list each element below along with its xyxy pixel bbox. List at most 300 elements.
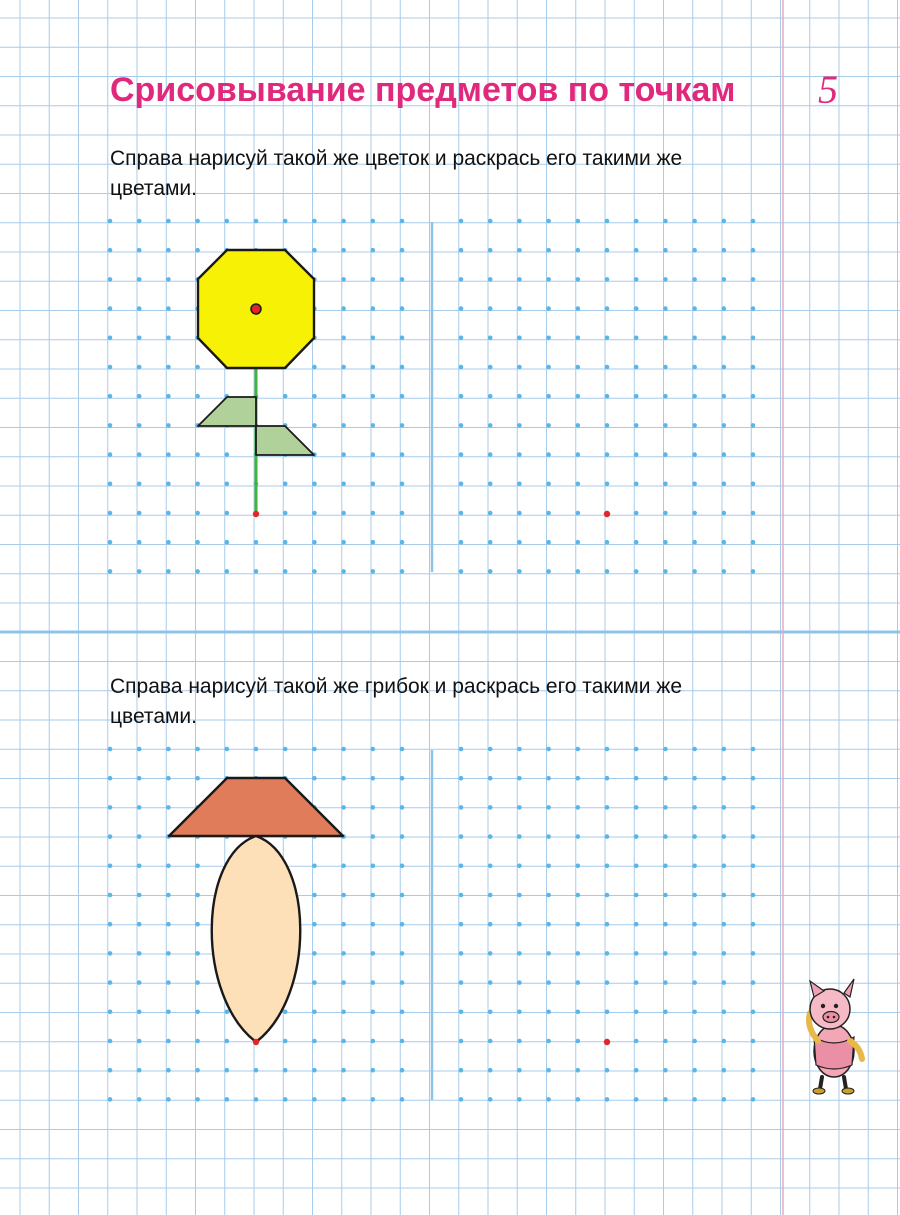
grid-dot (371, 805, 376, 810)
grid-dot (663, 864, 668, 869)
grid-dot (488, 805, 493, 810)
grid-dot (459, 365, 464, 370)
grid-dot (576, 980, 581, 985)
flower-figure (198, 250, 314, 514)
grid-dot (546, 540, 551, 545)
grid-dot (634, 834, 639, 839)
grid-dot (459, 511, 464, 516)
grid-dot (488, 511, 493, 516)
grid-dot (166, 922, 171, 927)
grid-dot (137, 306, 142, 311)
grid-dot (634, 365, 639, 370)
grid-dot (634, 248, 639, 253)
grid-dot (692, 482, 697, 487)
grid-dot (663, 248, 668, 253)
grid-dot (371, 248, 376, 253)
grid-dot (108, 864, 113, 869)
grid-dot (663, 805, 668, 810)
grid-dot (108, 219, 113, 224)
grid-dot (137, 805, 142, 810)
grid-dot (312, 1068, 317, 1073)
grid-dot (459, 540, 464, 545)
grid-dot (312, 248, 317, 253)
grid-dot (108, 306, 113, 311)
task-1-instruction: Справа нарисуй такой же цветок и раскрась его такими же цветами. (110, 147, 683, 200)
grid-dot (722, 540, 727, 545)
grid-dot (546, 864, 551, 869)
grid-dot (137, 1039, 142, 1044)
grid-dot (225, 511, 230, 516)
grid-dot (488, 394, 493, 399)
grid-dot (195, 980, 200, 985)
grid-dot (312, 394, 317, 399)
grid-dot (517, 394, 522, 399)
grid-dot (576, 864, 581, 869)
grid-dot (488, 1039, 493, 1044)
grid-dot (371, 394, 376, 399)
grid-dot (751, 1097, 756, 1102)
task-2-start-dot-answer (604, 1039, 610, 1045)
grid-dot (751, 219, 756, 224)
grid-dot (751, 834, 756, 839)
grid-dot (371, 834, 376, 839)
grid-dot (546, 1039, 551, 1044)
grid-dot (137, 277, 142, 282)
grid-dot (576, 365, 581, 370)
flower-left-leaf (198, 397, 256, 426)
grid-dot (634, 893, 639, 898)
grid-dot (283, 1097, 288, 1102)
grid-dot (751, 1039, 756, 1044)
grid-dot (341, 805, 346, 810)
grid-dot (400, 248, 405, 253)
grid-dot (459, 1068, 464, 1073)
grid-dot (312, 893, 317, 898)
grid-dot (692, 248, 697, 253)
grid-dot (341, 980, 346, 985)
grid-dot (517, 423, 522, 428)
grid-dot (371, 893, 376, 898)
grid-dot (400, 893, 405, 898)
grid-dot (108, 365, 113, 370)
grid-dot (225, 1068, 230, 1073)
grid-dot (371, 336, 376, 341)
grid-dot (371, 540, 376, 545)
grid-dot (108, 893, 113, 898)
grid-dot (692, 893, 697, 898)
grid-dot (517, 1039, 522, 1044)
grid-dot (108, 1068, 113, 1073)
grid-dot (195, 482, 200, 487)
grid-dot (663, 482, 668, 487)
grid-dot (722, 248, 727, 253)
grid-dot (488, 452, 493, 457)
grid-dot (195, 1010, 200, 1015)
grid-dot (459, 1010, 464, 1015)
grid-dot (751, 569, 756, 574)
grid-dot (400, 864, 405, 869)
grid-dot (195, 248, 200, 253)
grid-dot (400, 951, 405, 956)
grid-dot (663, 1068, 668, 1073)
grid-dot (137, 1010, 142, 1015)
grid-dot (341, 922, 346, 927)
grid-dot (459, 951, 464, 956)
grid-dot (400, 1039, 405, 1044)
grid-dot (576, 805, 581, 810)
grid-dot (663, 747, 668, 752)
grid-dot (576, 893, 581, 898)
grid-dot (546, 893, 551, 898)
grid-dot (312, 482, 317, 487)
grid-dot (108, 511, 113, 516)
grid-dot (137, 394, 142, 399)
grid-dot (341, 248, 346, 253)
grid-dot (692, 776, 697, 781)
grid-dot (692, 1068, 697, 1073)
grid-dot (400, 747, 405, 752)
grid-dot (517, 776, 522, 781)
grid-dot (634, 1010, 639, 1015)
grid-dot (371, 776, 376, 781)
grid-dot (576, 1010, 581, 1015)
grid-dot (605, 248, 610, 253)
grid-dot (663, 569, 668, 574)
grid-dot (634, 394, 639, 399)
grid-dot (751, 540, 756, 545)
grid-dot (546, 805, 551, 810)
grid-dot (546, 569, 551, 574)
grid-dot (722, 834, 727, 839)
grid-dot (634, 1068, 639, 1073)
grid-dot (371, 482, 376, 487)
grid-dot (751, 423, 756, 428)
grid-dot (254, 1097, 259, 1102)
grid-dot (195, 219, 200, 224)
grid-dot (546, 277, 551, 282)
grid-dot (517, 306, 522, 311)
grid-dot (488, 747, 493, 752)
grid-dot (371, 951, 376, 956)
grid-dot (459, 482, 464, 487)
grid-dot (341, 540, 346, 545)
grid-dot (605, 951, 610, 956)
grid-dot (605, 922, 610, 927)
grid-dot (283, 219, 288, 224)
grid-dot (751, 1010, 756, 1015)
grid-dot (722, 277, 727, 282)
grid-dot (459, 805, 464, 810)
grid-dot (576, 511, 581, 516)
grid-dot (459, 219, 464, 224)
grid-dot (400, 834, 405, 839)
grid-dot (488, 834, 493, 839)
grid-dot (663, 893, 668, 898)
grid-dot (400, 980, 405, 985)
grid-dot (605, 1068, 610, 1073)
grid-dot (166, 452, 171, 457)
grid-dot (722, 306, 727, 311)
grid-dot (195, 569, 200, 574)
grid-dot (517, 511, 522, 516)
grid-dot (488, 864, 493, 869)
grid-dot (605, 893, 610, 898)
mushroom-figure (169, 778, 343, 1042)
grid-dot (371, 306, 376, 311)
grid-dot (546, 452, 551, 457)
grid-dot (225, 1039, 230, 1044)
grid-dot (371, 569, 376, 574)
grid-dot (137, 893, 142, 898)
grid-dot (459, 569, 464, 574)
grid-dot (459, 336, 464, 341)
grid-dot (576, 394, 581, 399)
grid-dot (634, 452, 639, 457)
grid-dot (137, 336, 142, 341)
task-2-instruction: Справа нарисуй такой же грибок и раскрась его такими же цветами. (110, 675, 683, 728)
grid-dot (692, 336, 697, 341)
grid-dot (108, 569, 113, 574)
grid-dot (576, 306, 581, 311)
grid-dot (751, 452, 756, 457)
grid-dot (546, 922, 551, 927)
grid-dot (400, 1097, 405, 1102)
grid-dot (341, 864, 346, 869)
grid-dot (400, 482, 405, 487)
grid-dot (605, 834, 610, 839)
grid-dot (371, 511, 376, 516)
grid-dot (225, 569, 230, 574)
grid-dot (546, 482, 551, 487)
grid-dot (371, 1010, 376, 1015)
grid-dot (108, 248, 113, 253)
grid-dot (634, 951, 639, 956)
grid-dot (166, 336, 171, 341)
grid-dot (546, 394, 551, 399)
grid-dot (166, 805, 171, 810)
grid-dot (488, 569, 493, 574)
grid-dot (283, 569, 288, 574)
grid-dot (108, 922, 113, 927)
grid-dot (137, 834, 142, 839)
grid-dot (605, 336, 610, 341)
grid-dot (341, 482, 346, 487)
grid-dot (195, 1039, 200, 1044)
grid-dot (663, 922, 668, 927)
grid-dot (488, 893, 493, 898)
grid-dot (225, 482, 230, 487)
grid-dot (517, 893, 522, 898)
grid-dot (517, 1068, 522, 1073)
grid-dot (634, 747, 639, 752)
grid-dot (722, 394, 727, 399)
grid-dot (634, 1097, 639, 1102)
grid-dot (546, 248, 551, 253)
grid-dot (517, 452, 522, 457)
grid-dot (225, 1097, 230, 1102)
grid-dot (546, 423, 551, 428)
grid-dot (108, 336, 113, 341)
grid-dot (634, 306, 639, 311)
grid-dot (576, 834, 581, 839)
grid-dot (488, 540, 493, 545)
grid-dot (722, 1039, 727, 1044)
grid-dot (663, 336, 668, 341)
grid-dot (108, 452, 113, 457)
grid-dot (166, 1097, 171, 1102)
grid-dot (722, 511, 727, 516)
grid-dot (663, 394, 668, 399)
grid-dot (166, 248, 171, 253)
grid-dot (371, 747, 376, 752)
grid-dot (634, 980, 639, 985)
grid-dot (195, 1097, 200, 1102)
grid-dot (225, 452, 230, 457)
grid-dot (371, 219, 376, 224)
grid-dot (312, 423, 317, 428)
grid-dot (751, 511, 756, 516)
grid-dot (341, 1097, 346, 1102)
grid-dot (488, 423, 493, 428)
grid-dot (488, 1010, 493, 1015)
grid-dot (722, 1010, 727, 1015)
grid-dot (517, 1097, 522, 1102)
grid-dot (137, 1068, 142, 1073)
grid-dot (459, 747, 464, 752)
grid-dot (137, 482, 142, 487)
grid-dot (663, 365, 668, 370)
grid-dot (195, 394, 200, 399)
grid-dot (341, 277, 346, 282)
grid-dot (546, 1097, 551, 1102)
grid-dot (341, 776, 346, 781)
grid-dot (605, 747, 610, 752)
grid-dot (517, 219, 522, 224)
grid-dot (576, 452, 581, 457)
grid-dot (692, 805, 697, 810)
grid-dot (166, 1039, 171, 1044)
grid-dot (546, 747, 551, 752)
grid-dot (663, 1039, 668, 1044)
grid-dot (371, 980, 376, 985)
grid-dot (166, 423, 171, 428)
grid-dot (663, 1010, 668, 1015)
grid-dot (254, 569, 259, 574)
grid-dot (546, 834, 551, 839)
grid-dot (751, 336, 756, 341)
grid-dot (576, 1039, 581, 1044)
grid-dot (605, 776, 610, 781)
grid-dot (634, 864, 639, 869)
grid-dot (751, 394, 756, 399)
grid-dot (195, 922, 200, 927)
grid-dot (722, 219, 727, 224)
grid-dot (371, 864, 376, 869)
grid-dot (400, 569, 405, 574)
grid-dot (137, 569, 142, 574)
grid-dot (576, 277, 581, 282)
grid-dot (137, 365, 142, 370)
grid-dot (517, 336, 522, 341)
grid-dot (605, 423, 610, 428)
grid-dot (634, 482, 639, 487)
grid-dot (341, 951, 346, 956)
grid-dot (400, 452, 405, 457)
grid-dot (459, 277, 464, 282)
grid-dot (488, 776, 493, 781)
grid-dot (634, 805, 639, 810)
grid-dot (166, 277, 171, 282)
grid-dot (634, 219, 639, 224)
grid-dot (137, 248, 142, 253)
grid-dot (692, 951, 697, 956)
grid-dot (488, 951, 493, 956)
grid-dot (576, 482, 581, 487)
grid-dot (225, 540, 230, 545)
grid-dot (371, 1039, 376, 1044)
grid-dot (459, 922, 464, 927)
grid-dot (488, 980, 493, 985)
grid-dot (722, 776, 727, 781)
grid-dot (692, 219, 697, 224)
grid-dot (195, 540, 200, 545)
grid-dot (195, 1068, 200, 1073)
grid-dot (254, 219, 259, 224)
grid-dot (459, 423, 464, 428)
grid-dot (341, 394, 346, 399)
grid-dot (108, 1097, 113, 1102)
grid-dot (663, 540, 668, 545)
grid-dot (166, 1068, 171, 1073)
grid-dot (166, 776, 171, 781)
grid-dot (692, 394, 697, 399)
grid-dot (634, 569, 639, 574)
grid-dot (283, 394, 288, 399)
grid-dot (634, 423, 639, 428)
grid-dot (722, 423, 727, 428)
flower-center-dot (251, 304, 261, 314)
grid-dot (254, 540, 259, 545)
grid-dot (137, 423, 142, 428)
grid-dot (108, 277, 113, 282)
grid-dot (341, 336, 346, 341)
grid-dot (459, 306, 464, 311)
grid-dot (195, 511, 200, 516)
grid-dot (576, 1068, 581, 1073)
grid-dot (751, 747, 756, 752)
grid-dot (634, 336, 639, 341)
grid-dot (459, 776, 464, 781)
grid-dot (634, 1039, 639, 1044)
grid-dot (546, 336, 551, 341)
grid-dot (576, 747, 581, 752)
grid-dot (634, 776, 639, 781)
grid-dot (605, 452, 610, 457)
grid-dot (137, 922, 142, 927)
grid-dot (722, 452, 727, 457)
grid-dot (663, 980, 668, 985)
grid-dot (195, 864, 200, 869)
grid-dot (517, 834, 522, 839)
grid-dot (195, 951, 200, 956)
task-1-start-dot-sample (253, 511, 259, 517)
grid-dot (546, 1068, 551, 1073)
grid-dot (312, 776, 317, 781)
grid-dot (751, 1068, 756, 1073)
grid-dot (605, 1010, 610, 1015)
grid-dot (459, 834, 464, 839)
grid-dot (722, 569, 727, 574)
